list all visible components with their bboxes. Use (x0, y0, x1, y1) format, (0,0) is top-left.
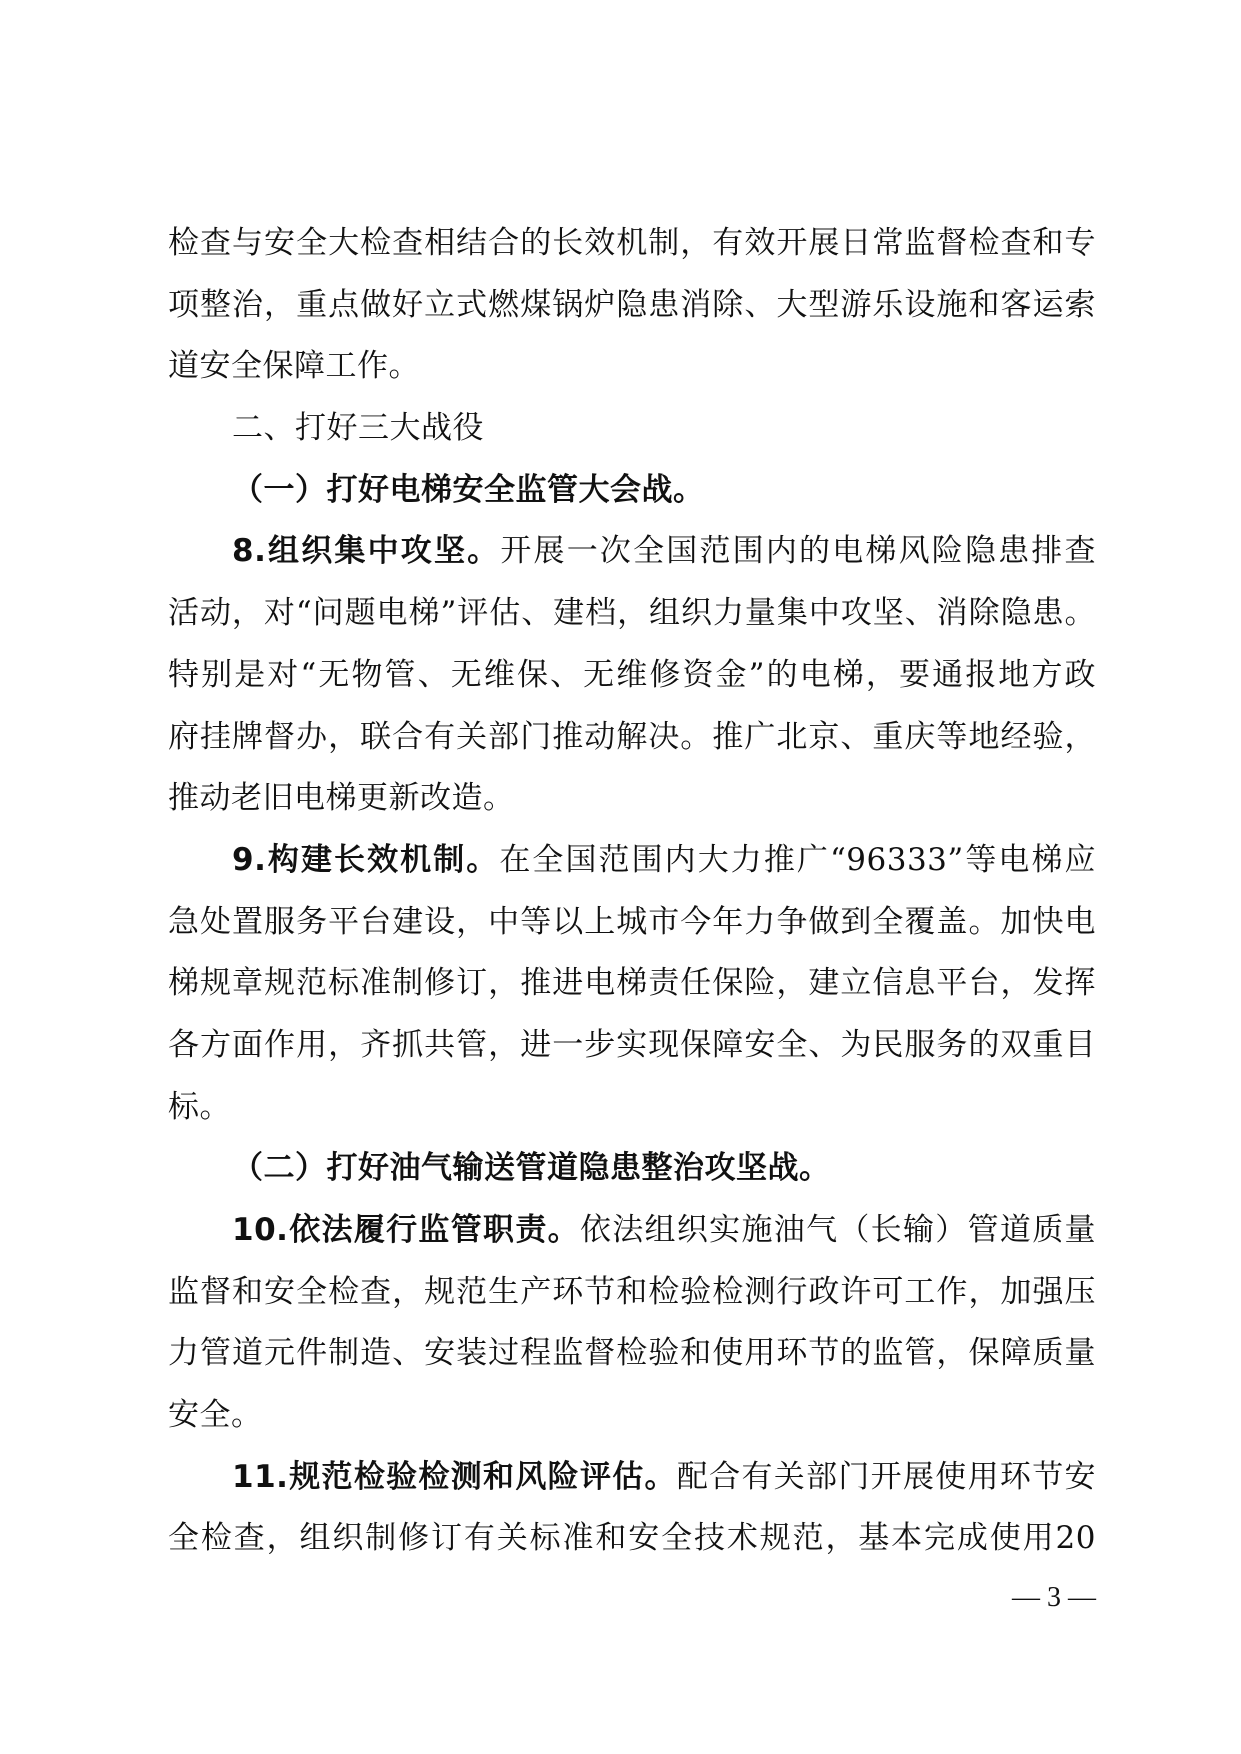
document-body (168, 213, 1096, 1570)
body-text: 项整治，重点做好立式燃煤锅炉隐患消除、大型游乐设施和客运索 (168, 286, 1096, 323)
text-line (168, 521, 1096, 583)
body-text: 二、打好三大战役 (232, 410, 484, 447)
body-text: 特别是对“无物管、无维保、无维修资金”的电梯，要通报地方政 (168, 656, 1096, 693)
body-text: 检查与安全大检查相结合的长效机制，有效开展日常监督检查和专 (168, 225, 1096, 261)
text-line (168, 336, 1096, 398)
text-line (168, 1138, 1096, 1200)
body-text: 在全国范围内大力推广“96333”等电梯应 (499, 841, 1096, 878)
body-text: 开展一次全国范围内的电梯风险隐患排查 (500, 533, 1096, 570)
text-line (168, 583, 1096, 645)
text-line (168, 275, 1096, 337)
body-text: 全检查，组织制修订有关标准和安全技术规范，基本完成使用20 (168, 1520, 1096, 1557)
text-line (168, 1015, 1096, 1077)
body-text: 各方面作用，齐抓共管，进一步实现保障安全、为民服务的双重目 (168, 1026, 1096, 1063)
text-line (168, 460, 1096, 522)
body-text: 急处置服务平台建设，中等以上城市今年力争做到全覆盖。加快电 (168, 903, 1096, 940)
body-text: 安全。 (168, 1397, 263, 1434)
body-text: 道安全保障工作。 (168, 348, 420, 385)
text-line (168, 1262, 1096, 1324)
bold-heading: 9.构建长效机制。 (232, 841, 500, 878)
body-text: 梯规章规范标准制修订，推进电梯责任保险，建立信息平台，发挥 (168, 965, 1096, 1002)
text-line (168, 398, 1096, 460)
text-line (168, 213, 1096, 275)
page-number: — 3 — (1012, 1582, 1096, 1613)
text-line (168, 830, 1096, 892)
bold-heading: （二）打好油气输送管道隐患整治攻坚战。 (232, 1150, 831, 1187)
text-line (168, 768, 1096, 830)
text-line (168, 953, 1096, 1015)
text-line (168, 892, 1096, 954)
body-text: 力管道元件制造、安装过程监督检验和使用环节的监管，保障质量 (168, 1335, 1096, 1372)
text-line (168, 1077, 1096, 1139)
bold-heading: 8.组织集中攻坚。 (232, 533, 501, 570)
text-line (168, 645, 1096, 707)
body-text: 标。 (168, 1088, 231, 1125)
body-text: 依法组织实施油气（长输）管道质量 (579, 1212, 1096, 1248)
body-text: 活动，对“问题电梯”评估、建档，组织力量集中攻坚、消除隐患。 (168, 595, 1096, 632)
bold-heading: （一）打好电梯安全监管大会战。 (232, 471, 705, 508)
body-text: 配合有关部门开展使用环节安 (676, 1458, 1096, 1495)
text-line (168, 1200, 1096, 1262)
bold-heading: 11.规范检验检测和风险评估。 (232, 1458, 677, 1495)
text-line (168, 1385, 1096, 1447)
text-line (168, 1508, 1096, 1570)
body-text: 推动老旧电梯更新改造。 (168, 780, 515, 817)
text-line (168, 707, 1096, 769)
text-line (168, 1447, 1096, 1509)
body-text: 府挂牌督办，联合有关部门推动解决。推广北京、重庆等地经验， (168, 718, 1096, 755)
body-text: 监督和安全检查，规范生产环节和检验检测行政许可工作，加强压 (168, 1273, 1096, 1310)
text-line (168, 1323, 1096, 1385)
bold-heading: 10.依法履行监管职责。 (232, 1212, 580, 1248)
